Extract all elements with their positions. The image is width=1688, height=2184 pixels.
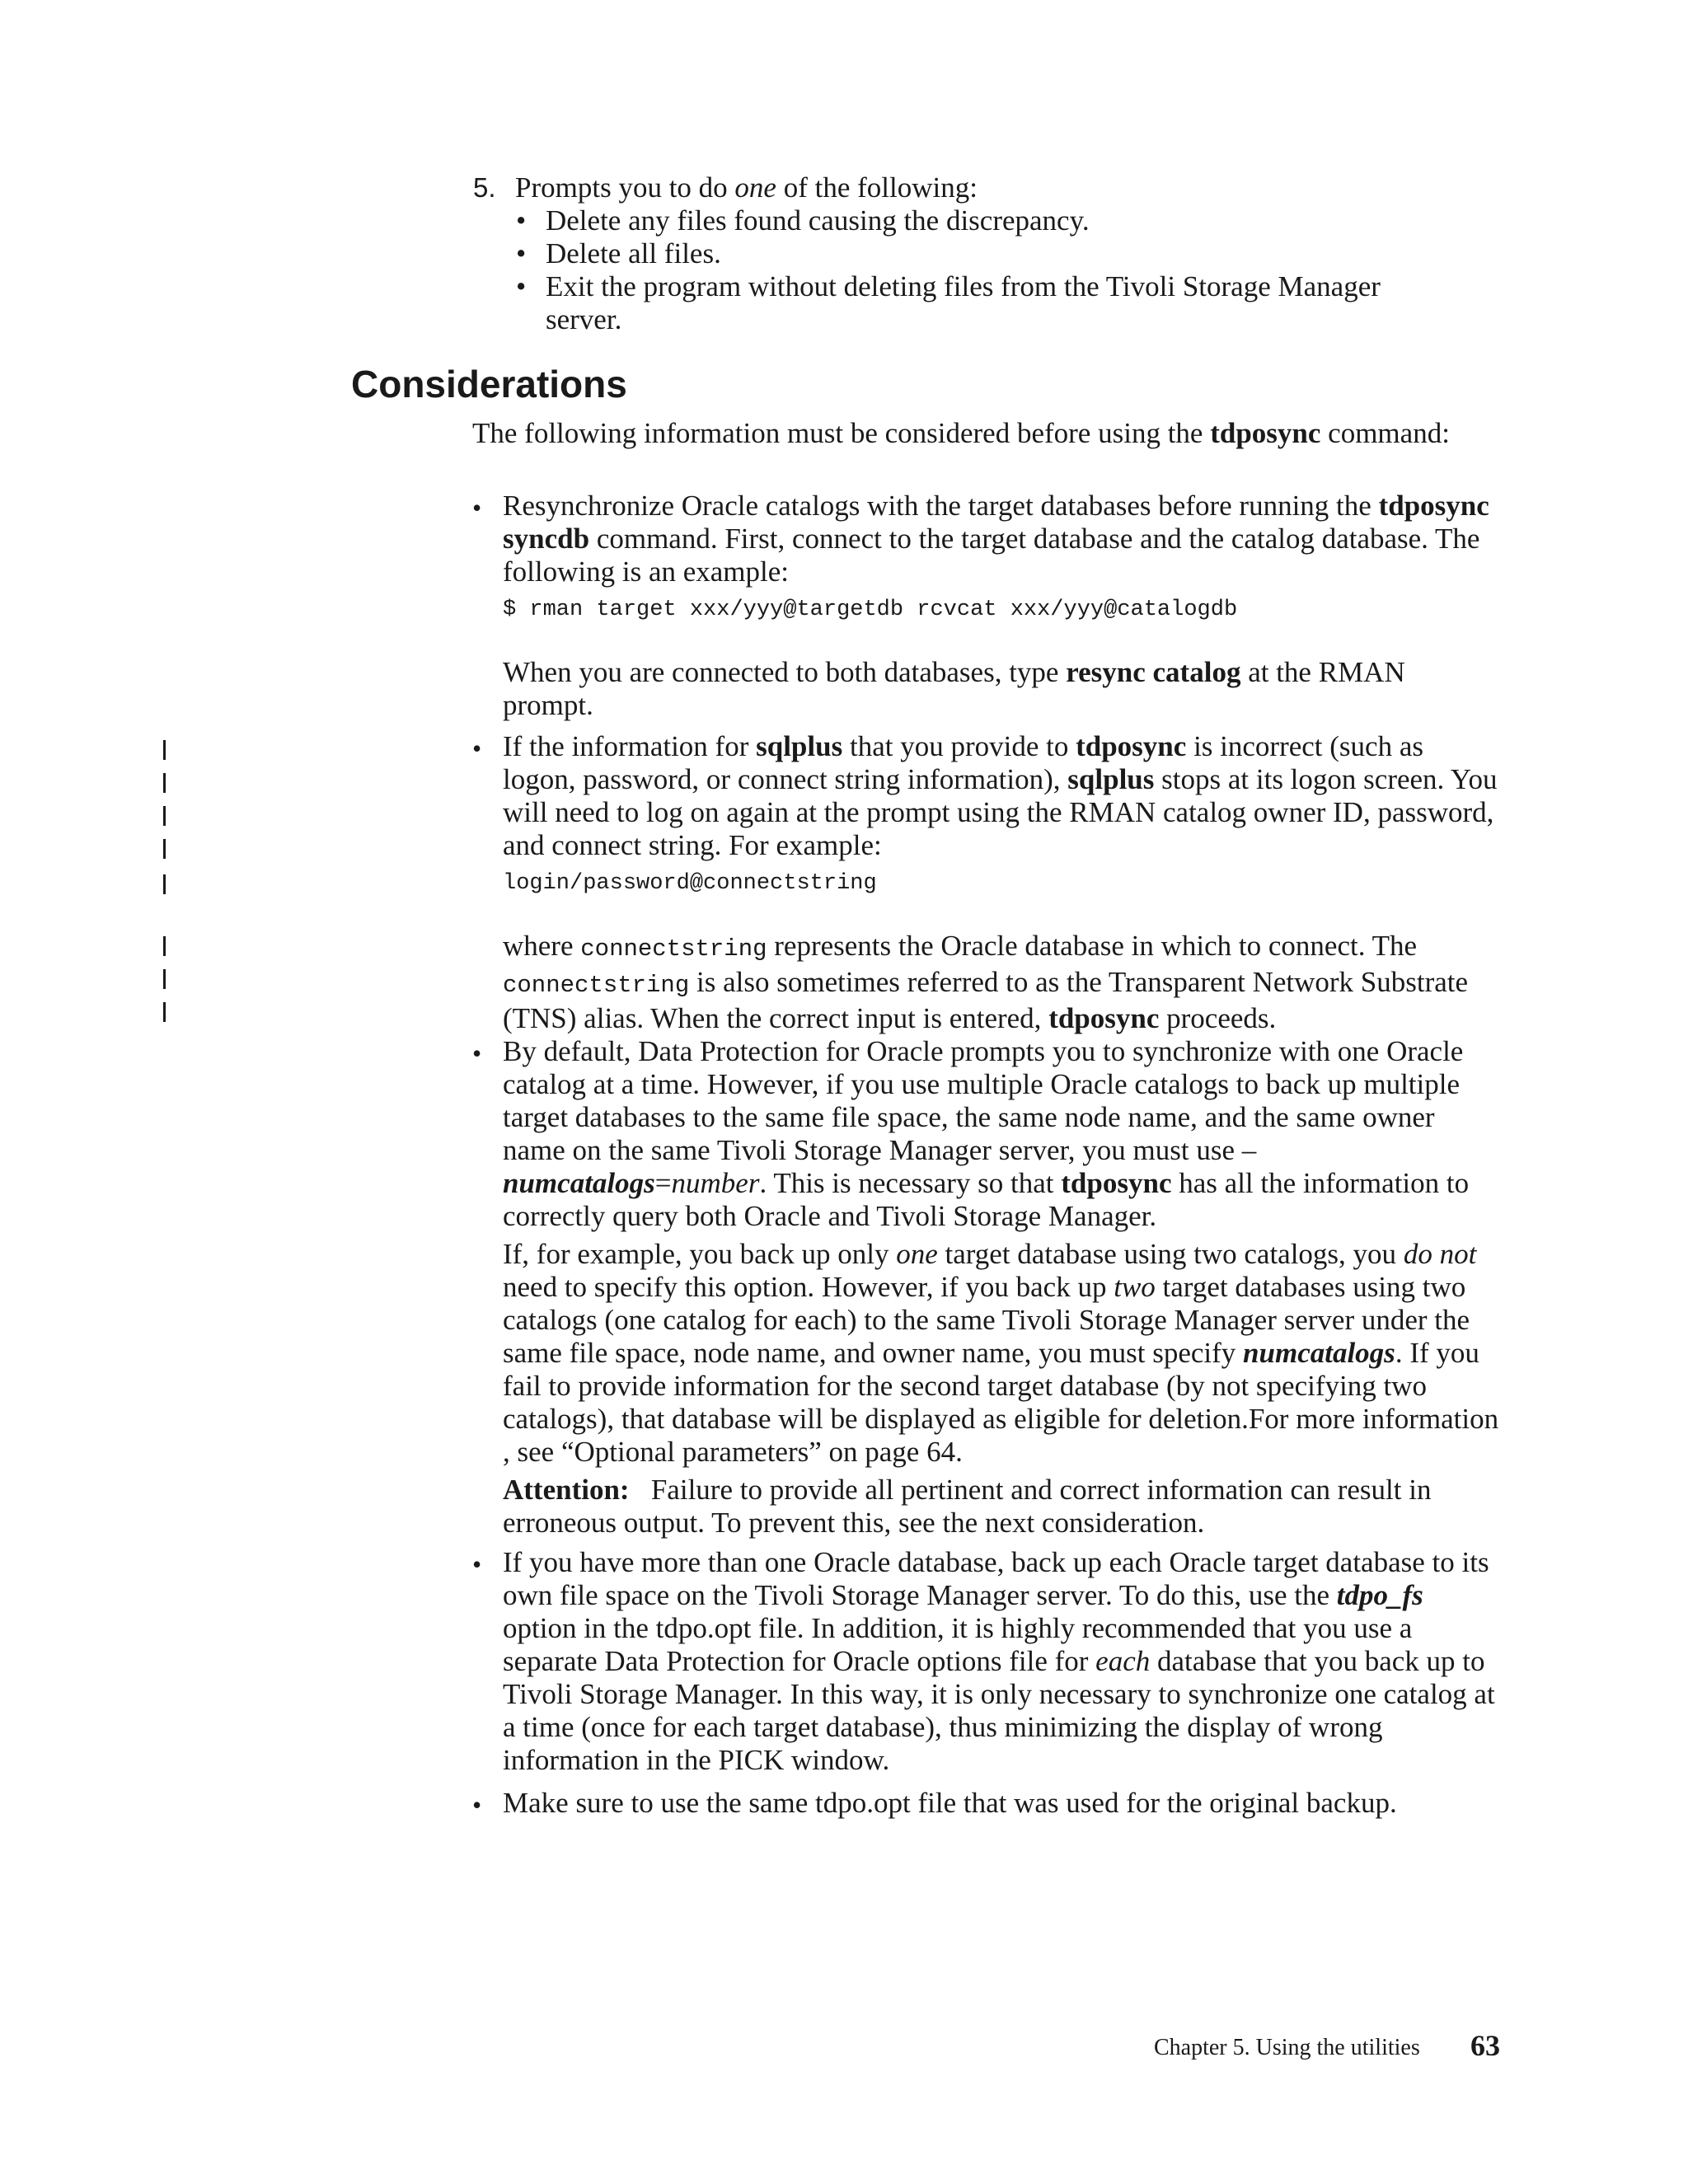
bullet-icon: •	[472, 1038, 482, 1068]
bullet-icon: •	[472, 733, 482, 763]
consideration-file-space: If you have more than one Oracle database, back up each Oracle target database to its own file space on the Tivoli Storage Manager server. To do this, use the tdpo_fs option in the tdpo.opt file. In addition, it is highly recommended that you use a separate Data Protection for Oracle options file for each database that you back up to Tivoli Storage Manager. In this way, it is only necessary to synchronize one catalog at a time (once for each target database), thus minimizing the display of wrong information in the PICK window.	[503, 1546, 1495, 1776]
consideration-sqlplus: If the information for sqlplus that you provide to tdposync is incorrect (such as logon, password, or connect string information), sqlplus stops at its logon screen. You will need to log on again at the prompt using the RMAN catalog owner ID, password, and connect string. For example:	[503, 730, 1498, 861]
step-number: 5.	[473, 172, 496, 203]
resync-note: When you are connected to both databases, type resync catalog at the RMAN prompt.	[503, 656, 1405, 721]
bullet-icon: •	[472, 493, 482, 523]
code-example-login: login/password@connectstring	[503, 871, 877, 896]
change-bar	[163, 806, 166, 826]
step-5-option-2: Delete all files.	[546, 237, 721, 269]
step-5-option-3: Exit the program without deleting files from the Tivoli Storage Manager server.	[546, 270, 1381, 335]
change-bar	[163, 773, 166, 793]
step-5-text: Prompts you to do one of the following:	[515, 171, 978, 204]
bullet-icon: •	[516, 270, 527, 302]
consideration-numcatalogs: By default, Data Protection for Oracle prompts you to synchronize with one Oracle catalog at a time. However, if you use multiple Oracle catalogs to back up multiple target databases to the same file space, the same node name, and the same owner name on the same Tivoli Storage Manager server, you must use –numcatalogs=number. This is necessary so that tdposync has all the information to correctly query both Oracle and Tivoli Storage Manager.	[503, 1035, 1470, 1232]
numcatalogs-example: If, for example, you back up only one target database using two catalogs, you do not need to specify this option. However, if you back up two target databases using two catalogs (one catalog for each) to the same Tivoli Storage Manager server under the same file space, node name, and owner name, you must specify numcatalogs. If you fail to provide information for the second target database (by not specifying two catalogs), that database will be displayed as eligible for deletion.For more information , see “Optional parameters” on page 64.	[503, 1238, 1499, 1468]
change-bar	[163, 874, 166, 894]
code-example-rman: $ rman target xxx/yyy@targetdb rcvcat xxx/yyy@catalogdb	[503, 598, 1238, 622]
change-bar	[163, 1002, 166, 1022]
intro-paragraph: The following information must be considered before using the tdposync command:	[472, 417, 1450, 449]
attention-note: Attention: Failure to provide all pertinent and correct information can result in erroneous output. To prevent this, see the next consideration.	[503, 1474, 1432, 1539]
page-number: 63	[1470, 2029, 1500, 2062]
connectstring-note: where connectstring represents the Oracle database in which to connect. The connectstring is also sometimes referred to as the Transparent Network Substrate (TNS) alias. When the correct input is entered, tdposync proceeds.	[503, 930, 1469, 1034]
step-5-option-1: Delete any files found causing the discrepancy.	[546, 204, 1090, 237]
change-bar	[163, 936, 166, 956]
bullet-icon: •	[472, 1549, 482, 1579]
consideration-resync: Resynchronize Oracle catalogs with the target databases before running the tdposync syncdb command. First, connect to the target database and the catalog database. The following is an example:	[503, 490, 1489, 588]
change-bar	[163, 740, 166, 760]
bullet-icon: •	[516, 237, 527, 269]
bullet-icon: •	[516, 204, 527, 237]
consideration-tdpo-opt: Make sure to use the same tdpo.opt file that was used for the original backup.	[503, 1787, 1397, 1819]
footer-chapter: Chapter 5. Using the utilities	[1154, 2035, 1420, 2060]
section-heading: Considerations	[351, 363, 627, 405]
bullet-icon: •	[472, 1790, 482, 1820]
change-bar	[163, 969, 166, 989]
change-bar	[163, 839, 166, 859]
attention-label: Attention:	[503, 1474, 630, 1506]
